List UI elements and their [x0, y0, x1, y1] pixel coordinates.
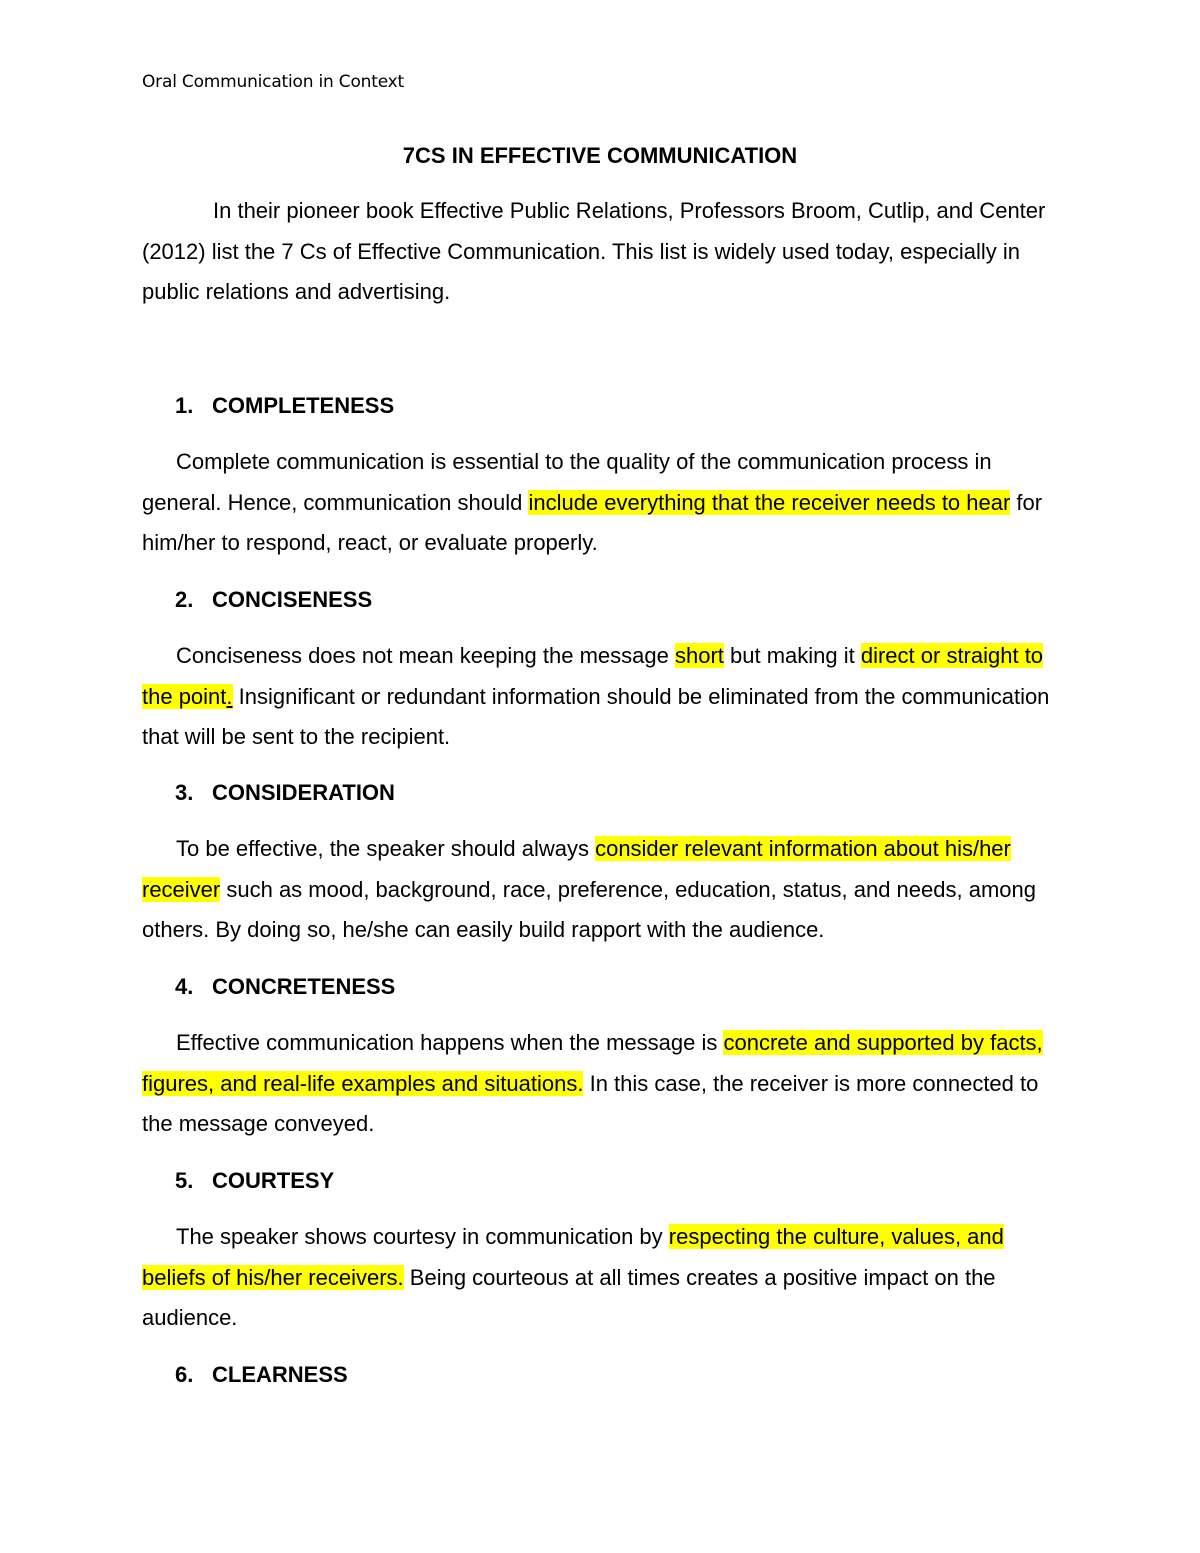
- section-heading-clearness: [175, 1362, 348, 1388]
- text-run: but making it: [723, 643, 861, 668]
- text-run: Conciseness does not mean keeping the message: [176, 643, 675, 668]
- section-number: 4.: [175, 974, 194, 999]
- section-title: CONCISENESS: [212, 587, 373, 612]
- text-run: Insignificant or redundant information should be eliminated from the communication that will be sent to the recipient.: [142, 683, 1050, 750]
- section-title: COMPLETENESS: [212, 393, 395, 418]
- text-run: In this case, the receiver is more connected to the message conveyed.: [142, 1070, 1039, 1137]
- section-paragraph-courtesy: [142, 1217, 1072, 1339]
- section-title: CONSIDERATION: [212, 780, 395, 805]
- section-number: 2.: [175, 587, 194, 612]
- section-title: CONCRETENESS: [212, 974, 396, 999]
- section-paragraph-consideration: [142, 829, 1072, 951]
- page-header: Oral Communication in Context: [142, 72, 405, 92]
- text-run: Complete communication is essential to the quality of the communication process in general. Hence, communication should: [142, 449, 992, 515]
- section-heading-concreteness: [175, 974, 395, 1000]
- section-title: CLEARNESS: [212, 1362, 348, 1387]
- section-heading-conciseness: [175, 587, 372, 613]
- section-heading-completeness: [175, 393, 394, 419]
- text-run: for him/her to respond, react, or evaluate properly.: [142, 489, 1043, 556]
- section-title: COURTESY: [212, 1168, 335, 1193]
- underlined-period: .: [226, 683, 233, 709]
- intro-paragraph: In their pioneer book Effective Public Relations, Professors Broom, Cutlip, and Center (2012) list the 7 Cs of Effective Communication. This list is widely used today, especially in public relations and advertising.: [142, 198, 1046, 305]
- text-run: such as mood, background, race, preference, education, status, and needs, among others. By doing so, he/she can easily build rapport with the audience.: [142, 876, 1036, 943]
- highlighted-text: concrete and supported by facts, figures, and real-life examples and situations.: [142, 1030, 1043, 1096]
- text-run: Being courteous at all times creates a positive impact on the audience.: [142, 1264, 996, 1331]
- section-number: 5.: [175, 1168, 194, 1193]
- highlighted-text: respecting the culture, values, and beliefs of his/her receivers.: [142, 1224, 1004, 1290]
- section-paragraph-concreteness: [142, 1023, 1072, 1145]
- section-number: 1.: [175, 393, 194, 418]
- text-run: The speaker shows courtesy in communication by: [176, 1224, 669, 1249]
- section-paragraph-completeness: [142, 442, 1072, 564]
- section-heading-courtesy: [175, 1168, 334, 1194]
- highlighted-text: direct or straight to the point: [142, 643, 1044, 709]
- section-paragraph-conciseness: [142, 636, 1072, 758]
- text-run: Effective communication happens when the message is: [176, 1030, 724, 1055]
- section-heading-consideration: [175, 780, 395, 806]
- document-title: 7CS IN EFFECTIVE COMMUNICATION: [402, 143, 798, 168]
- highlighted-text: consider relevant information about his/her receiver: [142, 836, 1011, 902]
- section-number: 3.: [175, 780, 194, 805]
- highlighted-text: short: [674, 643, 724, 668]
- text-run: To be effective, the speaker should always: [176, 836, 596, 861]
- section-number: 6.: [175, 1362, 194, 1387]
- highlighted-text: include everything that the receiver needs to hear: [528, 489, 1011, 515]
